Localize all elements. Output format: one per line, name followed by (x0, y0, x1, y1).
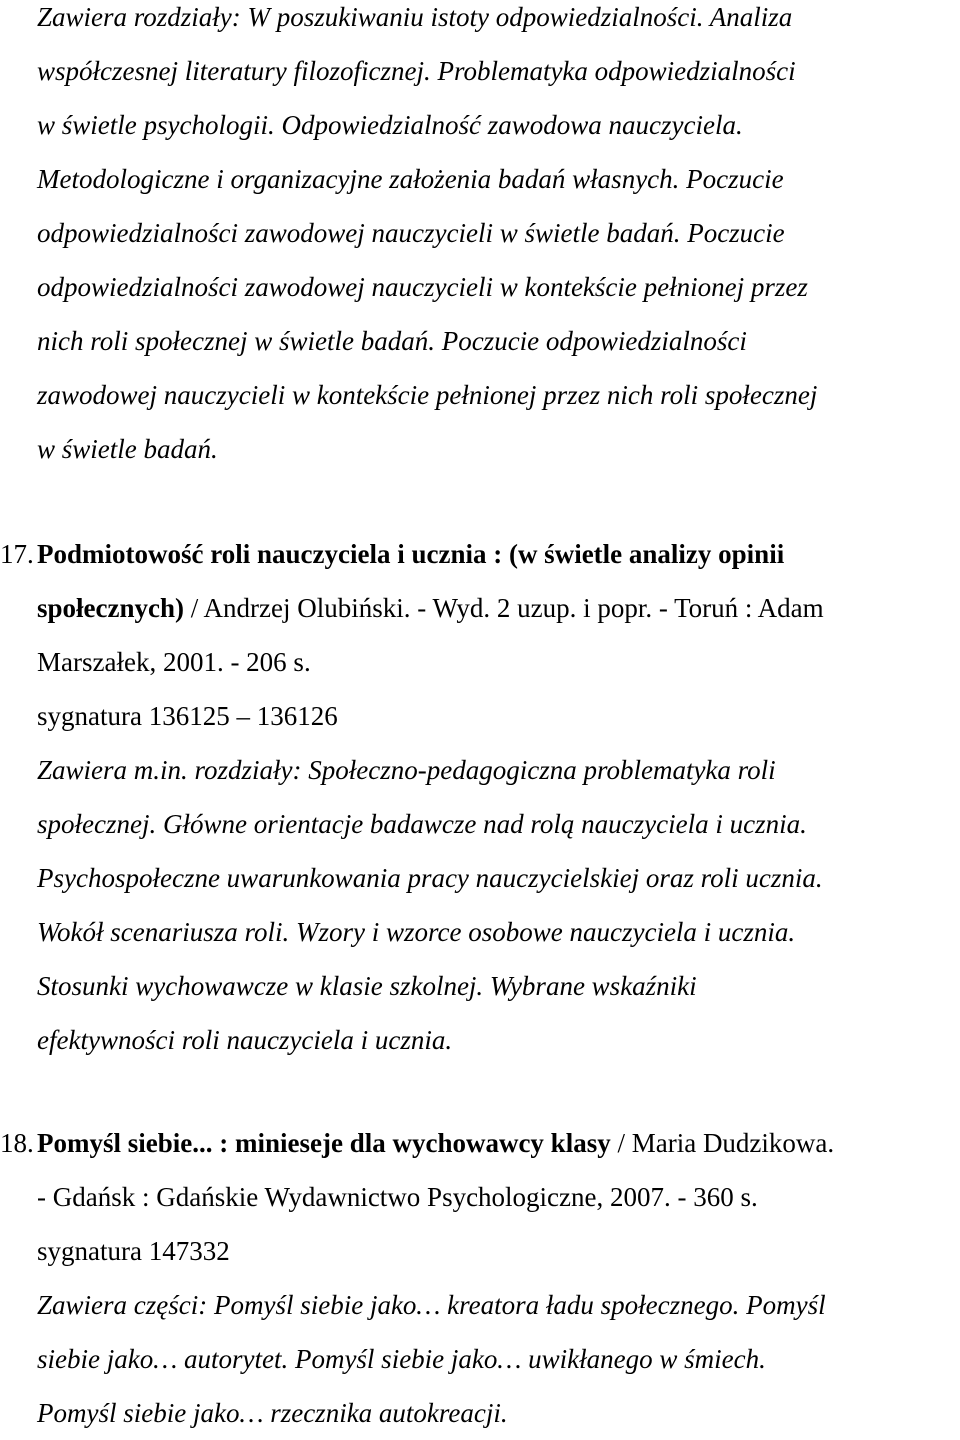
intro-line: odpowiedzialności zawodowej nauczycieli w świetle badań. Poczucie (37, 218, 785, 248)
entry-author-edition: / Andrzej Olubiński. - Wyd. 2 uzup. i popr. - Toruń : Adam (183, 593, 824, 623)
intro-line: nich roli społecznej w świetle badań. Poczucie odpowiedzialności (37, 326, 747, 356)
entry-title: Pomyśl siebie... : minieseje dla wychowawcy klasy (37, 1128, 611, 1158)
bibliography-entry-17 (0, 527, 956, 1067)
entry-publication: - Gdańsk : Gdańskie Wydawnictwo Psychologiczne, 2007. - 360 s. (37, 1182, 758, 1212)
entry-contents-line: efektywności roli nauczyciela i ucznia. (37, 1025, 453, 1055)
entry-contents-line: Psychospołeczne uwarunkowania pracy nauczycielskiej oraz roli ucznia. (37, 863, 823, 893)
entry-contents-line: Pomyśl siebie jako… rzecznika autokreacji. (37, 1398, 508, 1428)
entry-title: Podmiotowość roli nauczyciela i ucznia : (w świetle analizy opinii (37, 539, 785, 569)
intro-line: w świetle psychologii. Odpowiedzialność zawodowa nauczyciela. (37, 110, 743, 140)
bibliography-entry-18 (0, 1116, 956, 1440)
entry-publication: Marszałek, 2001. - 206 s. (37, 647, 311, 677)
entry-number: 18. (0, 1128, 34, 1158)
intro-line: w świetle badań. (37, 434, 218, 464)
entry-title-continuation (37, 581, 956, 635)
intro-line: Metodologiczne i organizacyjne założenia badań własnych. Poczucie (37, 164, 784, 194)
entry-title-line (37, 1116, 956, 1170)
entry-contents-line: siebie jako… autorytet. Pomyśl siebie jako… uwikłanego w śmiech. (37, 1344, 766, 1374)
entry-contents-line: Zawiera m.in. rozdziały: Społeczno-pedagogiczna problematyka roli (37, 755, 776, 785)
entry-author: / Maria Dudzikowa. (610, 1128, 835, 1158)
intro-line: odpowiedzialności zawodowej nauczycieli w kontekście pełnionej przez (37, 272, 808, 302)
entry-signature: sygnatura 147332 (37, 1236, 230, 1266)
entry-title-end: społecznych) (37, 593, 184, 623)
intro-line: współczesnej literatury filozoficznej. Problematyka odpowiedzialności (37, 56, 796, 86)
entry-number: 17. (0, 539, 34, 569)
entry-contents-line: Zawiera części: Pomyśl siebie jako… kreatora ładu społecznego. Pomyśl (37, 1290, 826, 1320)
intro-contents-paragraph (37, 0, 952, 476)
entry-contents-line: Stosunki wychowawcze w klasie szkolnej. Wybrane wskaźniki (37, 971, 697, 1001)
entry-contents-line: Wokół scenariusza roli. Wzory i wzorce osobowe nauczyciela i ucznia. (37, 917, 796, 947)
intro-line: zawodowej nauczycieli w kontekście pełnionej przez nich roli społecznej (37, 380, 818, 410)
entry-contents-line: społecznej. Główne orientacje badawcze nad rolą nauczyciela i ucznia. (37, 809, 807, 839)
entry-signature: sygnatura 136125 – 136126 (37, 701, 338, 731)
intro-line: Zawiera rozdziały: W poszukiwaniu istoty odpowiedzialności. Analiza (37, 2, 793, 32)
